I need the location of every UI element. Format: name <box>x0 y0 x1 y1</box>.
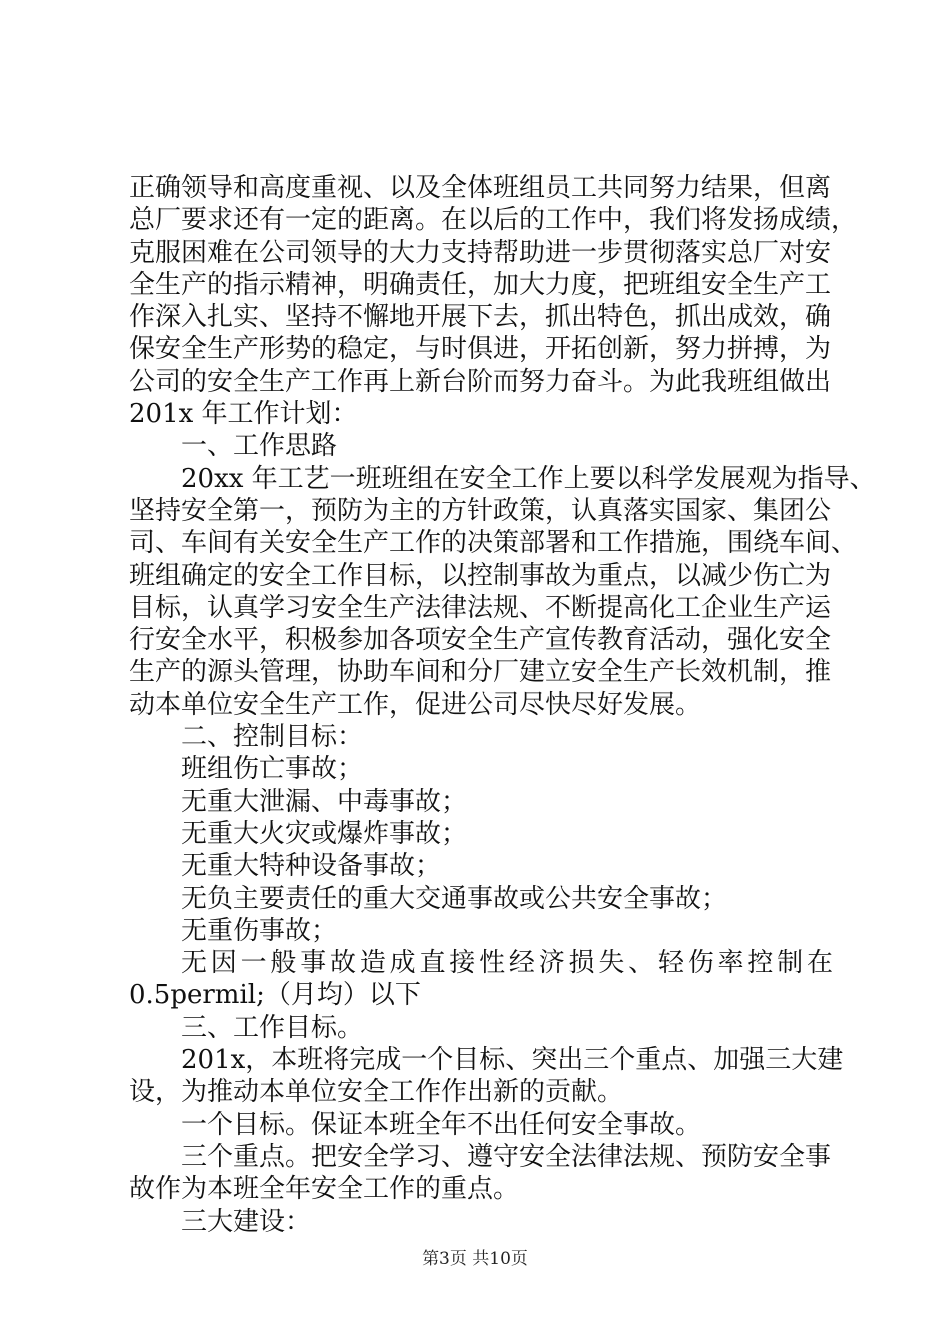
list-item: 无重大火灾或爆炸事故； <box>181 818 468 849</box>
text-line: 目标，认真学习安全生产法律法规、不断提高化工企业生产运 <box>129 592 832 623</box>
list-item: 无重伤事故； <box>181 915 338 946</box>
text-line: 201x 年工作计划： <box>129 399 358 430</box>
text-line: 三大建设： <box>181 1206 312 1237</box>
text-line: 故作为本班全年安全工作的重点。 <box>129 1174 520 1205</box>
text-line: 保安全生产形势的稳定，与时俱进，开拓创新，努力拼搏，为 <box>129 334 832 365</box>
list-item: 无重大特种设备事故； <box>181 851 442 882</box>
text-line: 正确领导和高度重视、以及全体班组员工共同努力结果，但离 <box>129 173 832 203</box>
text-line: 司、车间有关安全生产工作的决策部署和工作措施，围绕车间、 <box>129 528 858 559</box>
page-footer: 第3页 共10页 <box>422 1249 528 1269</box>
text-line: 一个目标。保证本班全年不出任何安全事故。 <box>181 1109 702 1140</box>
text-line: 0.5permil;（月均）以下 <box>129 980 421 1011</box>
section-heading: 一、工作思路 <box>181 431 338 462</box>
text-line: 公司的安全生产工作再上新台阶而努力奋斗。为此我班组做出 <box>129 366 832 397</box>
text-line: 全生产的指示精神，明确责任，加大力度，把班组安全生产工 <box>129 269 832 300</box>
text-line: 坚持安全第一，预防为主的方针政策，认真落实国家、集团公 <box>129 495 832 526</box>
text-line: 动本单位安全生产工作，促进公司尽快尽好发展。 <box>129 689 702 720</box>
list-item: 无重大泄漏、中毒事故； <box>181 786 468 817</box>
text-line: 班组确定的安全工作目标，以控制事故为重点，以减少伤亡为 <box>129 560 832 591</box>
list-item: 无负主要责任的重大交通事故或公共安全事故； <box>181 883 728 914</box>
text-line: 克服困难在公司领导的大力支持帮助进一步贯彻落实总厂对安 <box>129 237 832 268</box>
text-line: 三个重点。把安全学习、遵守安全法律法规、预防安全事 <box>181 1141 832 1172</box>
text-line: 作深入扎实、坚持不懈地开展下去，抓出特色，抓出成效，确 <box>129 302 832 333</box>
list-item: 无因一般事故造成直接性经济损失、轻伤率控制在 <box>181 948 833 979</box>
text-line: 行安全水平，积极参加各项安全生产宣传教育活动，强化安全 <box>129 625 832 656</box>
section-heading: 二、控制目标： <box>181 722 364 753</box>
text-line: 20xx 年工艺一班班组在安全工作上要以科学发展观为指导、 <box>181 463 876 494</box>
document-body <box>129 172 876 1238</box>
text-line: 设，为推动本单位安全工作作出新的贡献。 <box>129 1077 624 1108</box>
text-line: 总厂要求还有一定的距离。在以后的工作中，我们将发扬成绩， <box>129 205 858 236</box>
list-item: 班组伤亡事故； <box>181 754 364 785</box>
text-line: 201x，本班将完成一个目标、突出三个重点、加强三大建 <box>181 1045 844 1076</box>
section-heading: 三、工作目标。 <box>181 1012 364 1043</box>
text-line: 生产的源头管理，协助车间和分厂建立安全生产长效机制，推 <box>129 657 832 688</box>
